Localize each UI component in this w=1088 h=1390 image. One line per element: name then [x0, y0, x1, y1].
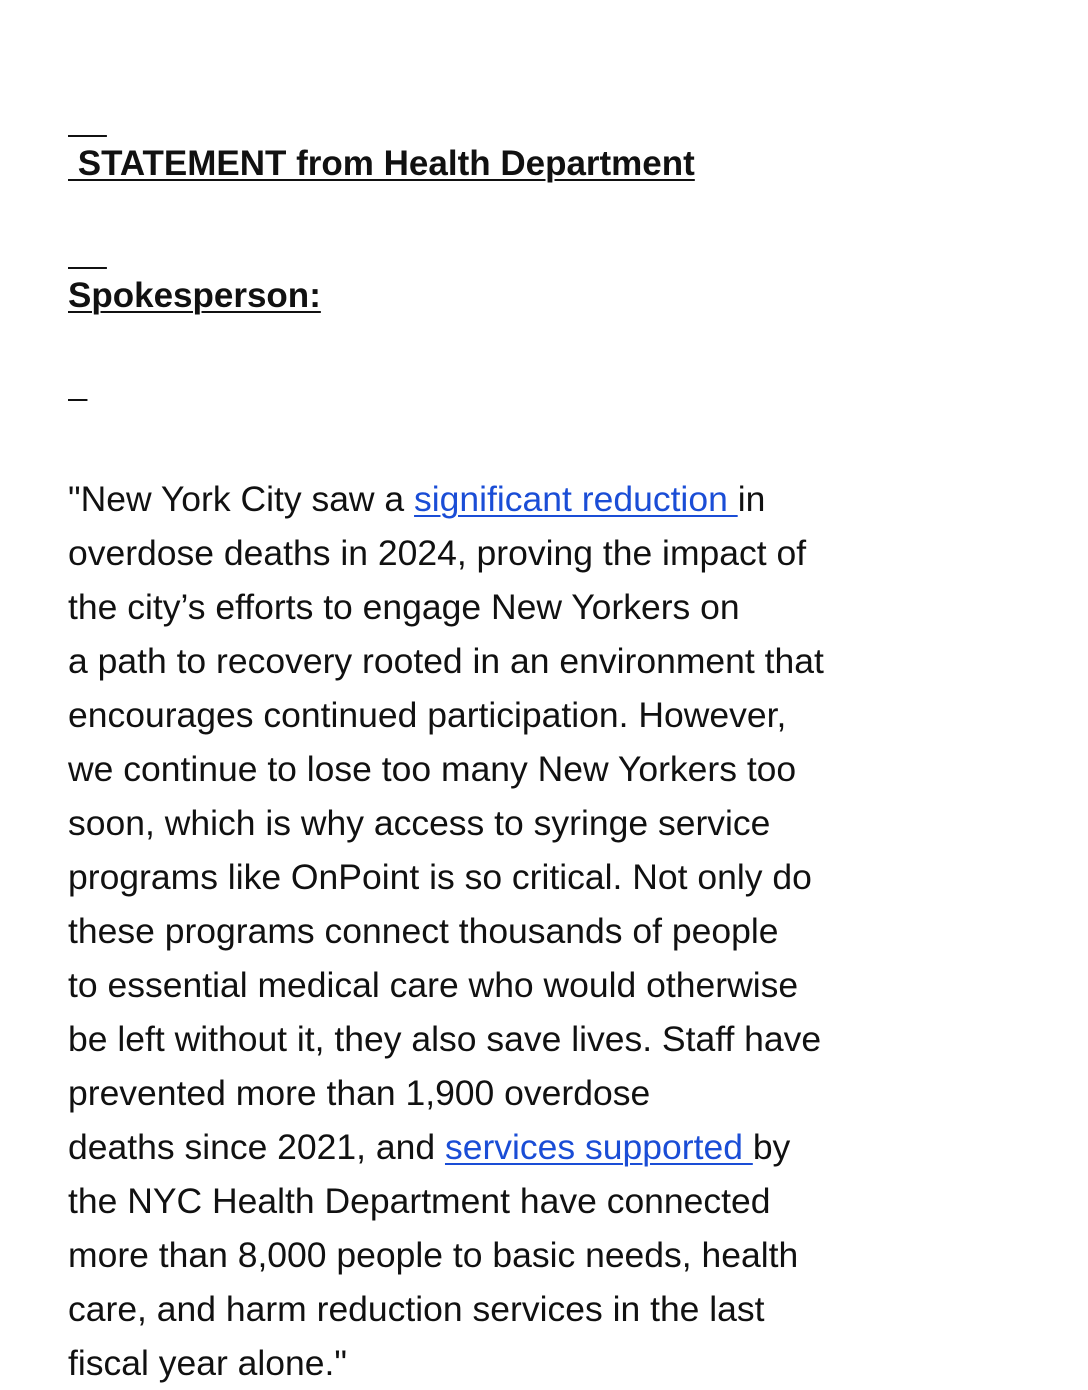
statement-title — [68, 54, 1058, 406]
statement-document — [68, 54, 1058, 1390]
body-line-10: to essential medical care who would otherwise — [68, 965, 799, 1005]
paragraph-gap — [68, 406, 1058, 472]
body-line-8: programs like OnPoint is so critical. Not only do — [68, 857, 812, 897]
body-line-13-end: by — [752, 1127, 791, 1167]
body-line-5: encourages continued participation. However, — [68, 695, 787, 735]
body-line-7: soon, which is why access to syringe service — [68, 803, 771, 843]
statement-body — [68, 472, 1058, 1390]
body-line-1-start: "New York City saw a — [68, 479, 415, 519]
body-line-6: we continue to lose too many New Yorkers too — [68, 749, 797, 789]
body-line-15: more than 8,000 people to basic needs, health — [68, 1235, 799, 1275]
body-line-14: the NYC Health Department have connected — [68, 1181, 771, 1221]
body-line-9: these programs connect thousands of people — [68, 911, 779, 951]
body-line-4: a path to recovery rooted in an environment that — [68, 641, 824, 681]
body-line-12: prevented more than 1,900 overdose — [68, 1073, 651, 1113]
body-line-16: care, and harm reduction services in the last — [68, 1289, 765, 1329]
body-line-3: the city’s efforts to engage New Yorkers on — [68, 587, 740, 627]
title-line-2: Spokesperson: — [68, 276, 321, 315]
body-line-1-end: in — [737, 479, 766, 519]
body-line-11: be left without it, they also save lives. Staff have — [68, 1019, 822, 1059]
body-line-13-start: deaths since 2021, and — [68, 1127, 445, 1167]
services-supported-link[interactable]: services supported — [444, 1127, 753, 1167]
body-line-17: fiscal year alone." — [68, 1343, 347, 1383]
body-line-13 — [68, 1120, 1058, 1174]
body-line-2: overdose deaths in 2024, proving the impact of — [68, 533, 807, 573]
title-line-1: STATEMENT from Health Department — [68, 144, 695, 183]
body-line-1 — [68, 472, 1058, 526]
significant-reduction-link[interactable]: significant reduction — [414, 479, 738, 519]
